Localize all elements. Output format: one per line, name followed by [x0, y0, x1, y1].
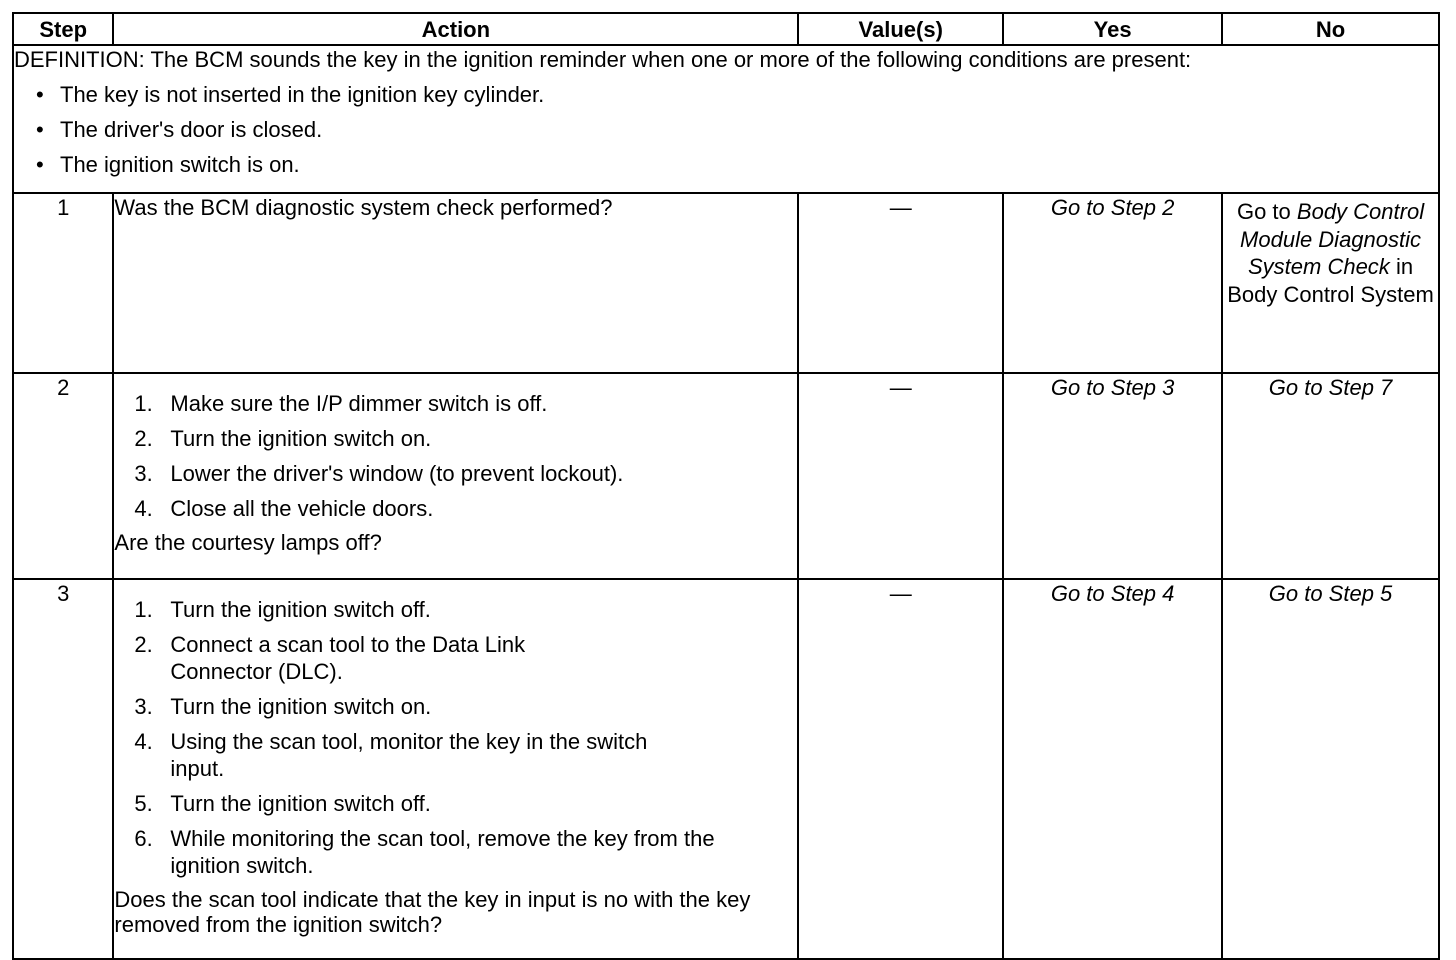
action-step	[134, 693, 797, 720]
step-number: 2	[13, 373, 113, 579]
action-step-number: 5.	[134, 791, 153, 816]
action-step	[134, 596, 797, 623]
action-question: Does the scan tool indicate that the key in input is no with the key removed from the ignition switch?	[114, 887, 751, 937]
diagnostic-table	[12, 12, 1440, 960]
action-step-text: Using the scan tool, monitor the key in the switch input.	[170, 729, 648, 781]
definition-text: DEFINITION: The BCM sounds the key in the ignition reminder when one or more of the following conditions are present:	[14, 47, 1192, 72]
action-step-text: Turn the ignition switch on.	[170, 694, 432, 719]
no-procedure-link[interactable]: Body Control Module Diagnostic System Check	[1240, 199, 1425, 279]
definition-conditions	[14, 81, 1438, 178]
table-row-step-3	[13, 579, 1439, 959]
action-step-text: Turn the ignition switch off.	[170, 597, 431, 622]
action-steps	[114, 596, 797, 879]
action-step	[134, 495, 797, 522]
action-step-number: 1.	[134, 391, 153, 416]
table-row-step-1	[13, 193, 1439, 373]
condition-item: • The ignition switch is on.	[36, 151, 1438, 178]
action-step-text: Lower the driver's window (to prevent lockout).	[170, 461, 624, 486]
action-step	[134, 425, 797, 452]
no-suffix: in Body Control System	[1227, 254, 1434, 307]
action-step-number: 3.	[134, 461, 153, 486]
header-action: Action	[113, 13, 798, 45]
action-step-text: Turn the ignition switch on.	[170, 426, 432, 451]
value-cell: —	[798, 579, 1003, 959]
no-cell: Go to Step 7	[1222, 373, 1439, 579]
no-cell	[1222, 193, 1439, 373]
action-step-text: Close all the vehicle doors.	[170, 496, 434, 521]
definition-cell	[13, 45, 1439, 193]
action-step-number: 4.	[134, 729, 153, 754]
action-question: Was the BCM diagnostic system check performed?	[114, 195, 613, 220]
condition-item: • The driver's door is closed.	[36, 116, 1438, 143]
action-step	[134, 825, 797, 879]
action-cell	[113, 373, 798, 579]
header-step: Step	[13, 13, 113, 45]
condition-item: • The key is not inserted in the ignition key cylinder.	[36, 81, 1438, 108]
action-step-number: 4.	[134, 496, 153, 521]
action-step-text: Connect a scan tool to the Data Link Connector (DLC).	[170, 632, 526, 684]
yes-cell: Go to Step 2	[1003, 193, 1222, 373]
action-step	[134, 390, 797, 417]
action-step-number: 1.	[134, 597, 153, 622]
action-step-text: Make sure the I/P dimmer switch is off.	[170, 391, 548, 416]
action-cell	[113, 193, 798, 373]
action-step	[134, 790, 797, 817]
value-cell: —	[798, 373, 1003, 579]
action-step-number: 2.	[134, 632, 153, 657]
action-step-number: 2.	[134, 426, 153, 451]
action-step-number: 3.	[134, 694, 153, 719]
step-number: 3	[13, 579, 113, 959]
step-number: 1	[13, 193, 113, 373]
action-step-text: Turn the ignition switch off.	[170, 791, 431, 816]
header-no: No	[1222, 13, 1439, 45]
action-question: Are the courtesy lamps off?	[114, 530, 382, 555]
action-step	[134, 631, 797, 685]
definition-row	[13, 45, 1439, 193]
no-cell: Go to Step 5	[1222, 579, 1439, 959]
yes-cell: Go to Step 4	[1003, 579, 1222, 959]
action-step	[134, 728, 797, 782]
no-prefix: Go to	[1236, 199, 1291, 224]
action-steps	[114, 390, 797, 522]
table-row-step-2	[13, 373, 1439, 579]
yes-cell: Go to Step 3	[1003, 373, 1222, 579]
action-cell	[113, 579, 798, 959]
header-values: Value(s)	[798, 13, 1003, 45]
action-step-text: While monitoring the scan tool, remove the key from the ignition switch.	[170, 826, 715, 878]
header-yes: Yes	[1003, 13, 1222, 45]
action-step-number: 6.	[134, 826, 153, 851]
value-cell: —	[798, 193, 1003, 373]
header-row	[13, 13, 1439, 45]
action-step	[134, 460, 797, 487]
